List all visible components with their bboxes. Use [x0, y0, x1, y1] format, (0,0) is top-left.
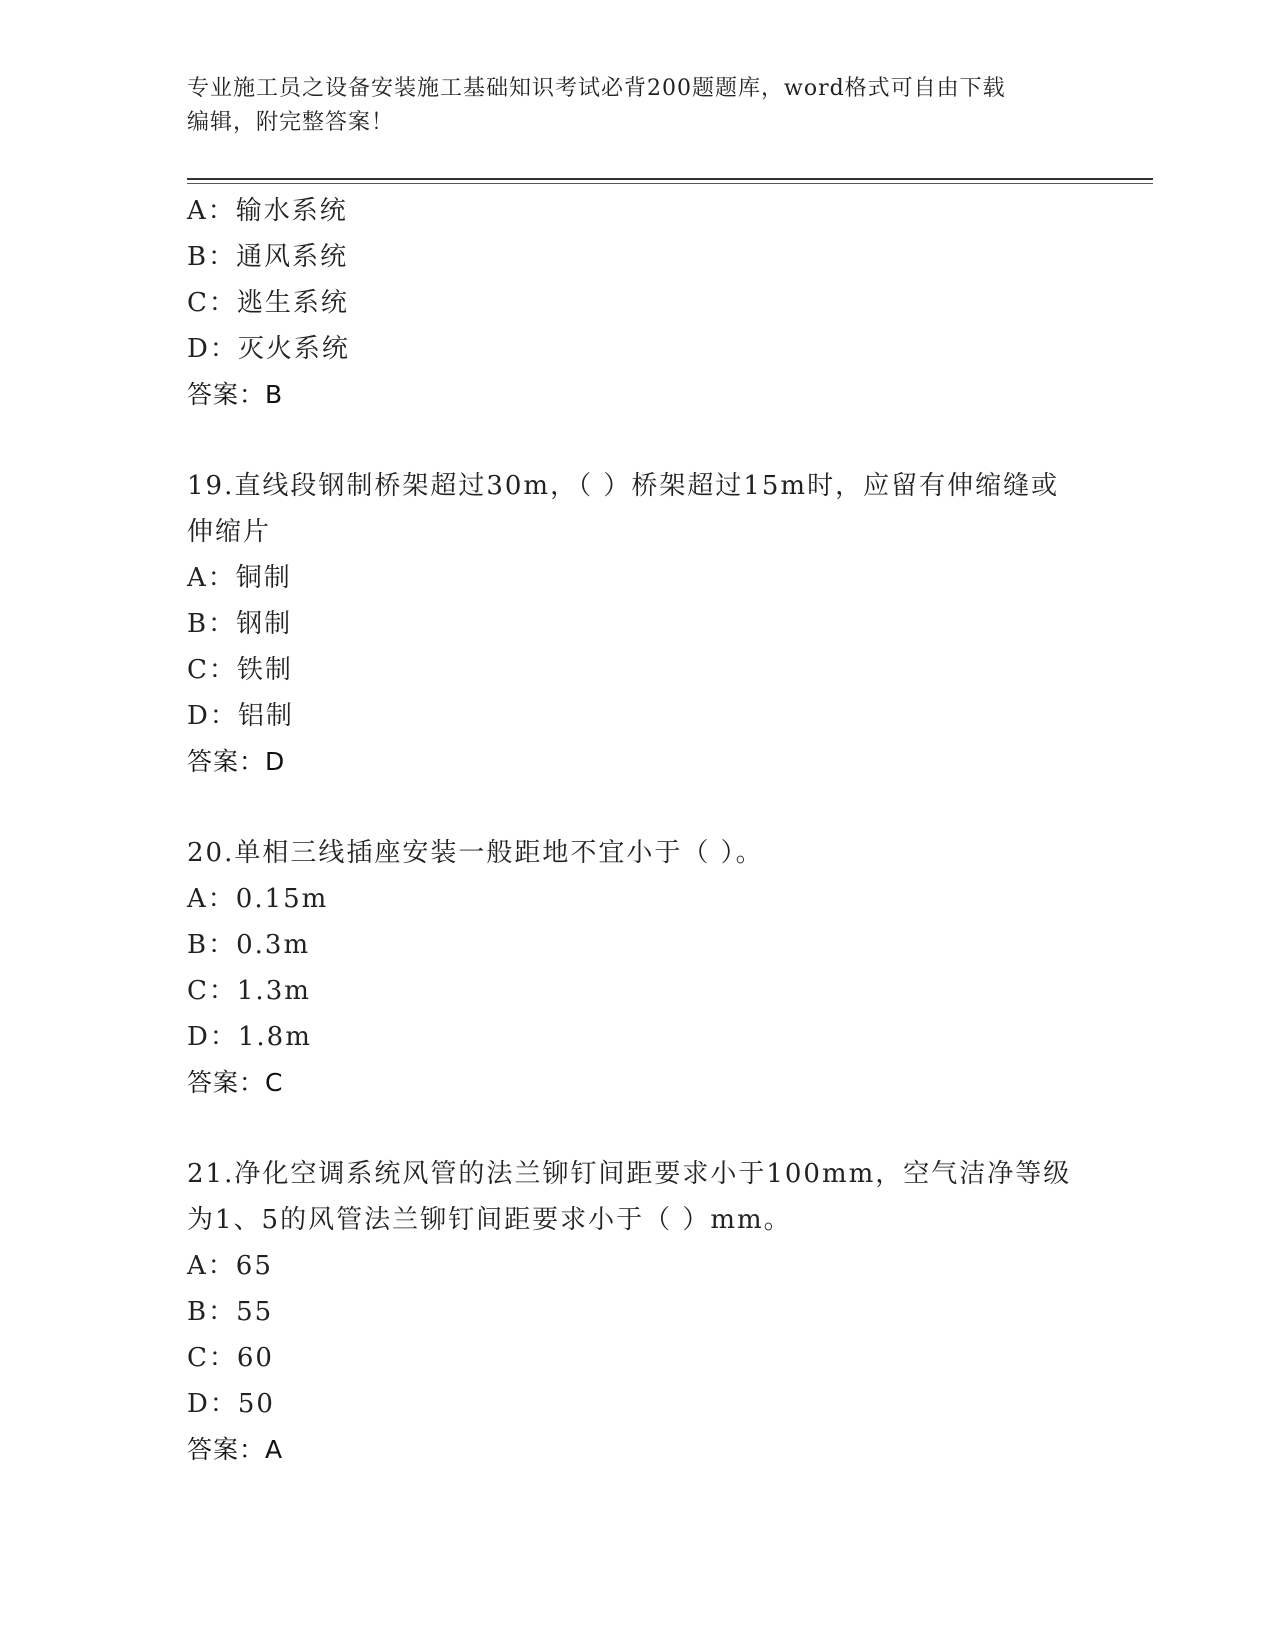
question-18 [187, 188, 1087, 418]
header-divider-thin [187, 183, 1153, 184]
option-c: C：逃生系统 [187, 288, 349, 318]
option-b: B：0.3m [187, 930, 311, 960]
option-d: D：灭火系统 [187, 334, 350, 364]
question-list [187, 188, 1087, 1473]
answer-line: 答案：D [187, 747, 286, 776]
header-divider-thick [187, 178, 1153, 180]
answer-line: 答案：A [187, 1435, 284, 1464]
option-c: C：1.3m [187, 976, 311, 1006]
question-20 [187, 830, 1087, 1106]
answer-line: 答案：B [187, 380, 284, 409]
header-line-2: 编辑，附完整答案！ [187, 110, 395, 135]
option-a: A：输水系统 [187, 196, 348, 226]
option-b: B：通风系统 [187, 242, 349, 272]
question-19 [187, 463, 1087, 785]
option-d: D：铝制 [187, 701, 294, 731]
option-c: C：铁制 [187, 655, 293, 685]
option-a: A：0.15m [187, 884, 329, 914]
question-text-line-1: 21.净化空调系统风管的法兰铆钉间距要求小于100mm，空气洁净等级 [187, 1159, 1072, 1189]
option-a: A：铜制 [187, 563, 292, 593]
question-text-line-1: 20.单相三线插座安装一般距地不宜小于（ ）。 [187, 838, 764, 868]
option-b: B：55 [187, 1297, 274, 1327]
question-text-line-2: 为1、5的风管法兰铆钉间距要求小于（ ）mm。 [187, 1205, 792, 1235]
document-header [187, 72, 1087, 140]
question-spacer [187, 1106, 1087, 1151]
option-a: A：65 [187, 1251, 273, 1281]
question-text-line-2: 伸缩片 [187, 517, 272, 547]
question-spacer [187, 418, 1087, 463]
option-d: D：50 [187, 1389, 275, 1419]
header-line-1: 专业施工员之设备安装施工基础知识考试必背200题题库，word格式可自由下载 [187, 76, 1006, 101]
option-b: B：钢制 [187, 609, 293, 639]
question-spacer [187, 785, 1087, 830]
option-c: C：60 [187, 1343, 274, 1373]
question-21 [187, 1151, 1087, 1473]
option-d: D：1.8m [187, 1022, 312, 1052]
answer-line: 答案：C [187, 1068, 284, 1097]
question-text-line-1: 19.直线段钢制桥架超过30m，（ ）桥架超过15m时，应留有伸缩缝或 [187, 471, 1060, 501]
